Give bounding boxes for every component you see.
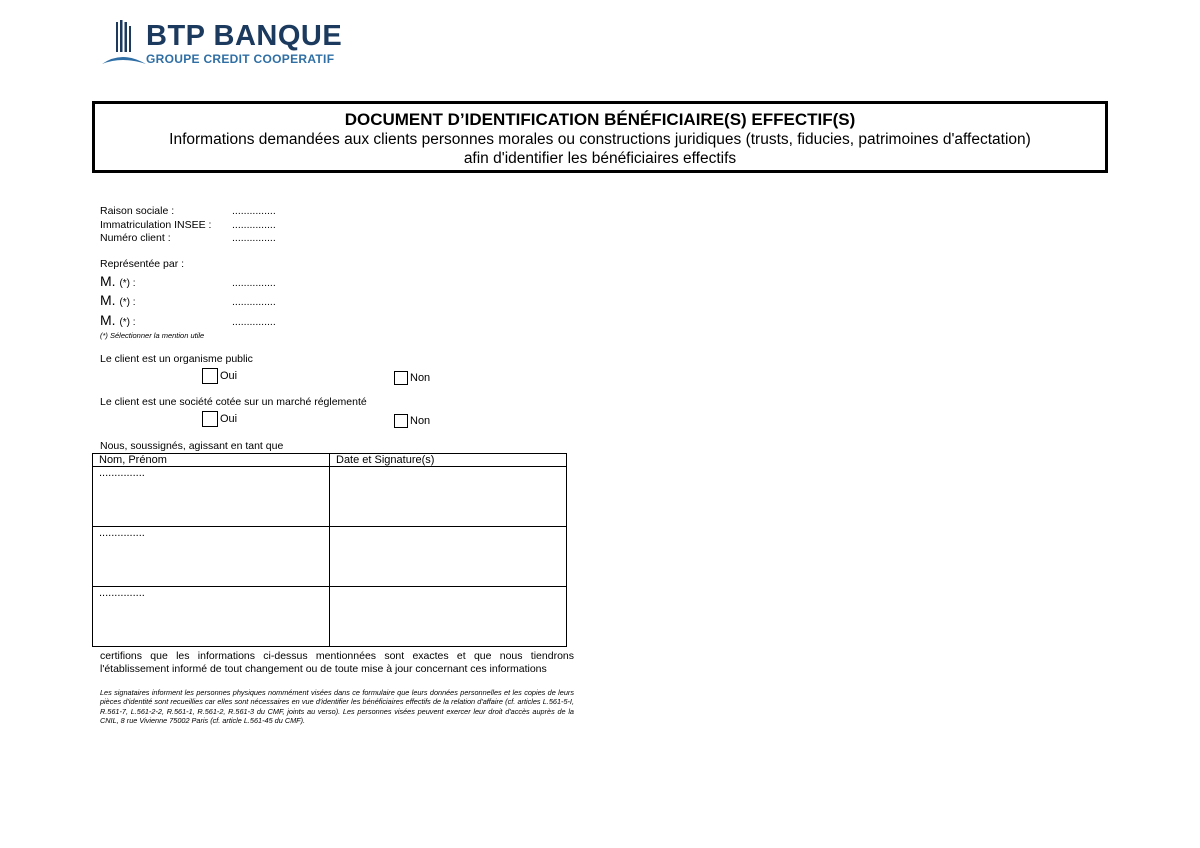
logo-tagline: GROUPE CREDIT COOPERATIF xyxy=(146,52,335,66)
signatory-name-field[interactable]: ............... xyxy=(93,527,330,587)
table-row xyxy=(93,467,567,527)
colon: : xyxy=(130,278,136,289)
public-oui-option[interactable] xyxy=(202,367,237,385)
page-title: DOCUMENT D’IDENTIFICATION BÉNÉFICIAIRE(S) EFFECTIF(S) xyxy=(344,110,856,129)
asterisk-note: (*) xyxy=(119,297,131,308)
cotee-oui-label: Oui xyxy=(220,412,238,425)
logo-mark-icon xyxy=(100,18,148,70)
cotee-non-label: Non xyxy=(410,414,431,427)
table-header-row xyxy=(93,454,567,467)
representant-1-field[interactable]: ............... xyxy=(232,277,276,289)
representant-1-label xyxy=(100,273,136,289)
signatures-intro: Nous, soussignés, agissant en tant que xyxy=(100,440,284,452)
raison-sociale-field[interactable]: ............... xyxy=(232,205,276,217)
mention-note: (*) Sélectionner la mention utile xyxy=(100,331,205,340)
signature-table xyxy=(92,453,567,647)
cotee-oui-option[interactable] xyxy=(202,410,237,428)
signature-field[interactable] xyxy=(330,587,567,647)
signatory-name-field[interactable]: ............... xyxy=(93,467,330,527)
page-subtitle-line1: Informations demandées aux clients personnes morales ou constructions juridiques (trusts, fiducies, patrimoines d'affectation) xyxy=(169,131,1031,148)
public-oui-label: Oui xyxy=(220,369,238,382)
bank-logo xyxy=(100,18,360,70)
representee-label: Représentée par : xyxy=(100,258,185,270)
page-subtitle-line2: afin d'identifier les bénéficiaires effectifs xyxy=(463,150,737,167)
insee-label: Immatriculation INSEE : xyxy=(100,219,212,231)
public-non-option[interactable] xyxy=(394,369,430,387)
table-row xyxy=(93,527,567,587)
question-cotee-label: Le client est une société cotée sur un marché réglementé xyxy=(100,396,367,408)
raison-sociale-label: Raison sociale : xyxy=(100,205,175,217)
cotee-non-checkbox[interactable] xyxy=(394,414,408,428)
signature-field[interactable] xyxy=(330,527,567,587)
table-row xyxy=(93,587,567,647)
colon: : xyxy=(130,317,136,328)
col-header-name: Nom, Prénom xyxy=(93,454,330,467)
certification-text: certifions que les informations ci-dessus mentionnées sont exactes et que nous tiendrons l'établissement informé de tout changement ou de toute mise à jour concernant ces informations xyxy=(100,650,574,675)
public-non-label: Non xyxy=(410,371,431,384)
title-box xyxy=(92,101,1108,173)
cotee-non-option[interactable] xyxy=(394,412,430,430)
representant-3-label xyxy=(100,312,136,328)
representant-3-field[interactable]: ............... xyxy=(232,316,276,328)
question-public-label: Le client est un organisme public xyxy=(100,353,253,365)
public-oui-checkbox[interactable] xyxy=(202,368,218,384)
signature-field[interactable] xyxy=(330,467,567,527)
logo-title: BTP BANQUE xyxy=(146,20,343,52)
representant-2-label xyxy=(100,292,136,308)
numero-client-field[interactable]: ............... xyxy=(232,232,276,244)
signatory-name-field[interactable]: ............... xyxy=(93,587,330,647)
asterisk-note: (*) xyxy=(119,278,131,289)
col-header-signature: Date et Signature(s) xyxy=(330,454,567,467)
cotee-oui-checkbox[interactable] xyxy=(202,411,218,427)
numero-client-label: Numéro client : xyxy=(100,232,171,244)
legal-notice: Les signataires informent les personnes physiques nommément visées dans ce formulaire que leurs données personnelles et les copies de leurs pièces d'identité sont recueillies car elles sont nécessaires en vue d'identifier les bénéficiaires effectifs de la relation d'affaire (cf. articles L.561-5-I, R.561-7, L.561-2-2, R.561-1, R.561-2, R.561-3 du CMF, joints au verso). Les personnes visées peuvent exercer leur droit d'accès auprès de la CNIL, 8 rue Vivienne 75002 Paris (cf. article L.561-45 du CMF). xyxy=(100,688,574,726)
representant-2-field[interactable]: ............... xyxy=(232,296,276,308)
civility: M. xyxy=(100,292,116,308)
asterisk-note: (*) xyxy=(119,317,131,328)
colon: : xyxy=(130,297,136,308)
civility: M. xyxy=(100,273,116,289)
insee-field[interactable]: ............... xyxy=(232,219,276,231)
public-non-checkbox[interactable] xyxy=(394,371,408,385)
civility: M. xyxy=(100,312,116,328)
